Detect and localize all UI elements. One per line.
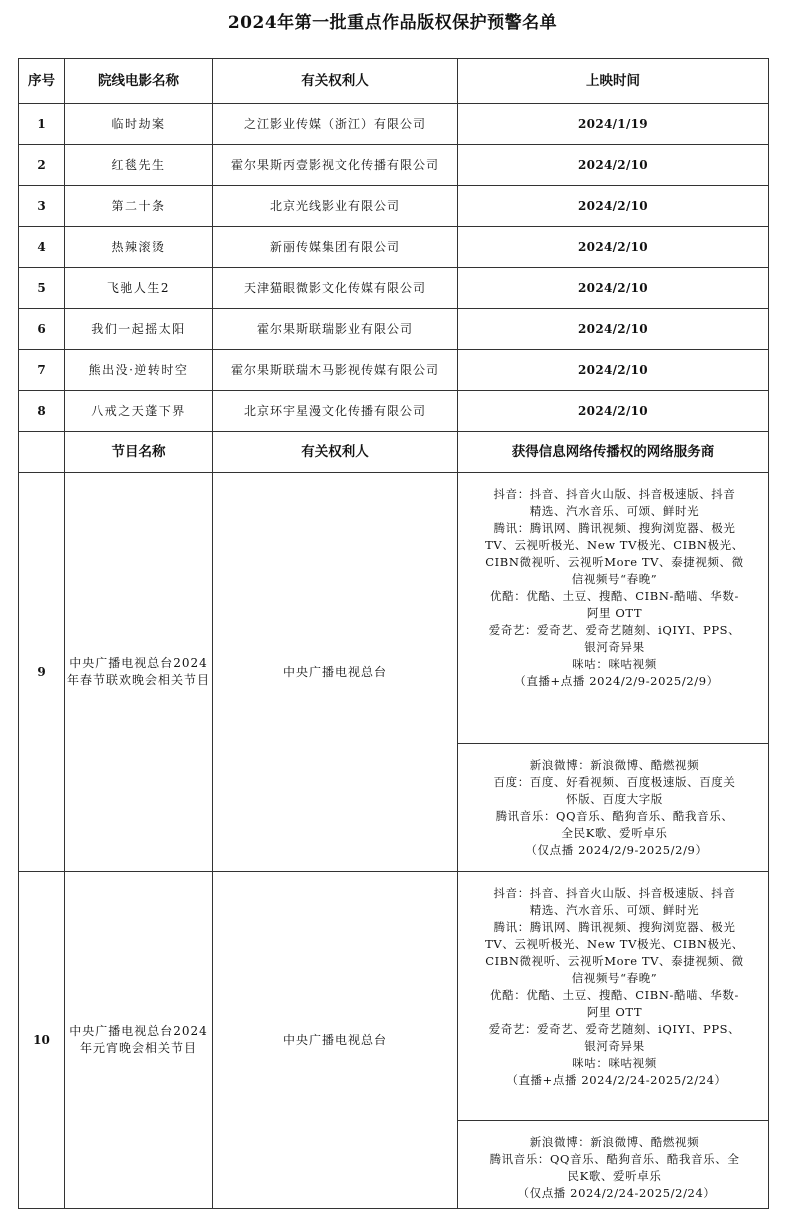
program-name: 中央广播电视总台2024年春节联欢晚会相关节目: [65, 473, 213, 872]
service-line: 全民K歌、爱听卓乐: [561, 826, 668, 840]
film-name: 热辣滚烫: [65, 227, 213, 268]
header-release-date: 上映时间: [458, 59, 769, 104]
table-row: [19, 145, 769, 186]
rights-holder: 霍尔果斯联瑞影业有限公司: [213, 309, 458, 350]
row-no: 3: [19, 186, 65, 227]
release-date: 2024/2/10: [458, 227, 769, 268]
table-body: [19, 59, 769, 1209]
service-line: 信视频号“春晚”: [571, 971, 658, 985]
rights-holder: 天津猫眼微影文化传媒有限公司: [213, 268, 458, 309]
service-line: 精选、汽水音乐、可颂、鲜时光: [529, 504, 700, 518]
document-title: 2024年第一批重点作品版权保护预警名单: [227, 13, 558, 33]
release-date: 2024/2/10: [458, 268, 769, 309]
service-line: 怀版、百度大字版: [566, 792, 663, 806]
release-date: 2024/2/10: [458, 391, 769, 432]
row-no: 1: [19, 104, 65, 145]
service-block-live: [458, 473, 768, 743]
service-line: 爱奇艺：爱奇艺、爱奇艺随刻、iQIYI、PPS、: [488, 1022, 741, 1036]
film-name: 临时劫案: [65, 104, 213, 145]
service-period-note: （仅点播 2024/2/24-2025/2/24）: [517, 1186, 716, 1200]
header-blank: [19, 432, 65, 473]
service-period-note: （直播+点播 2024/2/9-2025/2/9）: [514, 674, 719, 688]
rights-holder: 霍尔果斯丙壹影视文化传播有限公司: [213, 145, 458, 186]
warning-list-table: [18, 58, 769, 1209]
service-line: 腾讯：腾讯网、腾讯视频、搜狗浏览器、极光: [493, 920, 736, 934]
header-holder: 有关权利人: [213, 59, 458, 104]
table-row: [19, 350, 769, 391]
program-name: 中央广播电视总台2024年元宵晚会相关节目: [65, 872, 213, 1209]
rights-holder: 霍尔果斯联瑞木马影视传媒有限公司: [213, 350, 458, 391]
service-line: 新浪微博：新浪微博、酷燃视频: [529, 758, 700, 772]
table-row: [19, 104, 769, 145]
rights-holder: 北京环宇星漫文化传播有限公司: [213, 391, 458, 432]
service-line: CIBN微视听、云视听More TV、泰捷视频、微: [485, 954, 744, 968]
service-line: 优酷：优酷、土豆、搜酷、CIBN-酷喵、华数-: [490, 988, 739, 1002]
service-line: 新浪微博：新浪微博、酷燃视频: [529, 1135, 700, 1149]
header-program-name: 节目名称: [65, 432, 213, 473]
service-line: 腾讯：腾讯网、腾讯视频、搜狗浏览器、极光: [493, 521, 736, 535]
service-line: 爱奇艺：爱奇艺、爱奇艺随刻、iQIYI、PPS、: [488, 623, 741, 637]
table-row: [19, 309, 769, 350]
rights-holder: 新丽传媒集团有限公司: [213, 227, 458, 268]
service-line: 阿里 OTT: [586, 606, 643, 620]
service-line: 咪咕：咪咕视频: [572, 1056, 657, 1070]
film-name: 熊出没·逆转时空: [65, 350, 213, 391]
release-date: 2024/2/10: [458, 145, 769, 186]
row-no: 2: [19, 145, 65, 186]
service-line: 民K歌、爱听卓乐: [567, 1169, 662, 1183]
row-no: 8: [19, 391, 65, 432]
row-no: 10: [19, 872, 65, 1209]
service-period-note: （直播+点播 2024/2/24-2025/2/24）: [506, 1073, 727, 1087]
header-no: 序号: [19, 59, 65, 104]
service-line: 银河奇异果: [584, 1039, 645, 1053]
service-line: 抖音：抖音、抖音火山版、抖音极速版、抖音: [493, 487, 736, 501]
row-no: 4: [19, 227, 65, 268]
header-program-holder: 有关权利人: [213, 432, 458, 473]
table-row: [19, 268, 769, 309]
service-line: 信视频号“春晚”: [571, 572, 658, 586]
release-date: 2024/2/10: [458, 309, 769, 350]
service-providers-cell: [458, 473, 769, 872]
rights-holder: 之江影业传媒（浙江）有限公司: [213, 104, 458, 145]
table-row: [19, 227, 769, 268]
service-line: 抖音：抖音、抖音火山版、抖音极速版、抖音: [493, 886, 736, 900]
film-name: 红毯先生: [65, 145, 213, 186]
service-line: 咪咕：咪咕视频: [572, 657, 657, 671]
release-date: 2024/2/10: [458, 350, 769, 391]
row-no: 6: [19, 309, 65, 350]
service-line: CIBN微视听、云视听More TV、泰捷视频、微: [485, 555, 744, 569]
row-no: 5: [19, 268, 65, 309]
film-name: 我们一起摇太阳: [65, 309, 213, 350]
program-header-row: [19, 432, 769, 473]
row-no: 7: [19, 350, 65, 391]
service-line: 腾讯音乐：QQ音乐、酷狗音乐、酷我音乐、全: [489, 1152, 740, 1166]
film-name: 八戒之天蓬下界: [65, 391, 213, 432]
program-row: [19, 872, 769, 1209]
film-name: 第二十条: [65, 186, 213, 227]
service-line: 银河奇异果: [584, 640, 645, 654]
table-row: [19, 186, 769, 227]
program-row: [19, 473, 769, 872]
rights-holder: 北京光线影业有限公司: [213, 186, 458, 227]
release-date: 2024/1/19: [458, 104, 769, 145]
row-no: 9: [19, 473, 65, 872]
service-line: TV、云视听极光、New TV极光、CIBN极光、: [485, 538, 744, 552]
film-name: 飞驰人生2: [65, 268, 213, 309]
service-line: 优酷：优酷、土豆、搜酷、CIBN-酷喵、华数-: [490, 589, 739, 603]
table-header-row: [19, 59, 769, 104]
service-line: 阿里 OTT: [586, 1005, 643, 1019]
service-block-vod: [458, 1120, 768, 1208]
service-block-live: [458, 872, 768, 1120]
service-block-vod: [458, 743, 768, 871]
header-service-providers: 获得信息网络传播权的网络服务商: [458, 432, 769, 473]
release-date: 2024/2/10: [458, 186, 769, 227]
table-row: [19, 391, 769, 432]
service-providers-cell: [458, 872, 769, 1209]
rights-holder: 中央广播电视总台: [213, 473, 458, 872]
header-film-name: 院线电影名称: [65, 59, 213, 104]
service-line: TV、云视听极光、New TV极光、CIBN极光、: [485, 937, 744, 951]
service-period-note: （仅点播 2024/2/9-2025/2/9）: [525, 843, 708, 857]
service-line: 百度：百度、好看视频、百度极速版、百度关: [493, 775, 736, 789]
service-line: 精选、汽水音乐、可颂、鲜时光: [529, 903, 700, 917]
rights-holder: 中央广播电视总台: [213, 872, 458, 1209]
service-line: 腾讯音乐：QQ音乐、酷狗音乐、酷我音乐、: [495, 809, 734, 823]
